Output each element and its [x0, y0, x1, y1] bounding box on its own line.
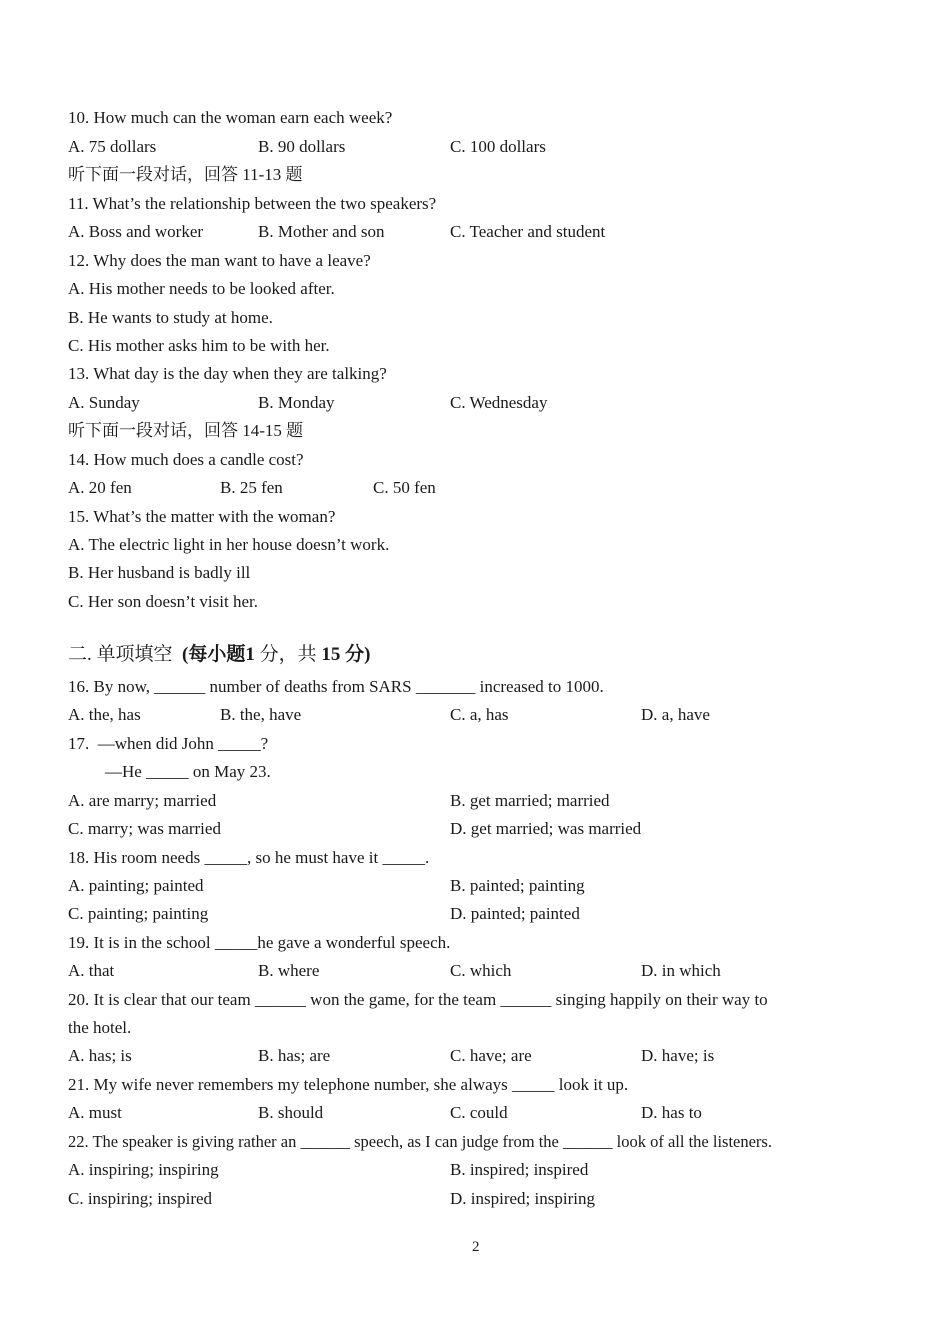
q12-option-b: B. He wants to study at home.: [68, 308, 273, 327]
q21-option-c: C. could: [450, 1103, 508, 1122]
q14-option-c: C. 50 fen: [373, 478, 436, 497]
q17-option-c: C. marry; was married: [68, 819, 221, 838]
q22-stem: 22. The speaker is giving rather an ______ speech, as I can judge from the ______ look of all the listeners.: [68, 1132, 772, 1151]
q17-option-a: A. are marry; married: [68, 791, 217, 810]
q13-option-b: B. Monday: [258, 393, 335, 412]
q10-option-b: B. 90 dollars: [258, 137, 346, 156]
section-2-points-each: 1: [245, 644, 255, 665]
instruction-14-15: 听下面一段对话，回答 14-15 题: [68, 421, 304, 440]
q18-option-a: A. painting; painted: [68, 876, 204, 895]
section-2-heading: [68, 644, 370, 666]
q10-option-a: A. 75 dollars: [68, 137, 157, 156]
q19-option-c: C. which: [450, 961, 512, 980]
q22-option-d: D. inspired; inspiring: [450, 1189, 595, 1208]
q21-stem: 21. My wife never remembers my telephone number, she always _____ look it up.: [68, 1075, 629, 1094]
page-number: 2: [472, 1239, 480, 1255]
section-2-points-total: 15: [321, 644, 341, 665]
q11-option-c: C. Teacher and student: [450, 222, 606, 241]
q18-stem: 18. His room needs _____, so he must have it _____.: [68, 848, 430, 867]
q19-option-b: B. where: [258, 961, 320, 980]
q19-option-a: A. that: [68, 961, 115, 980]
instruction-11-13: 听下面一段对话，回答 11-13 题: [68, 165, 303, 184]
q15-stem: 15. What’s the matter with the woman?: [68, 507, 336, 526]
q12-option-a: A. His mother needs to be looked after.: [68, 279, 335, 298]
q21-option-b: B. should: [258, 1103, 324, 1122]
section-2-points-open: (每小题: [182, 644, 246, 665]
q17-stem: 17. —when did John _____?: [68, 734, 269, 753]
q18-option-c: C. painting; painting: [68, 904, 209, 923]
q16-option-d: D. a, have: [641, 705, 710, 724]
q20-option-d: D. have; is: [641, 1046, 715, 1065]
q14-option-a: A. 20 fen: [68, 478, 132, 497]
q19-stem: 19. It is in the school _____he gave a wonderful speech.: [68, 933, 451, 952]
q17-option-d: D. get married; was married: [450, 819, 642, 838]
q14-option-b: B. 25 fen: [220, 478, 283, 497]
q21-option-d: D. has to: [641, 1103, 702, 1122]
q18-option-b: B. painted; painting: [450, 876, 585, 895]
q18-option-d: D. painted; painted: [450, 904, 580, 923]
q17-stem-line2: —He _____ on May 23.: [105, 762, 271, 781]
q11-stem: 11. What’s the relationship between the two speakers?: [68, 194, 437, 213]
q15-option-a: A. The electric light in her house doesn’t work.: [68, 535, 390, 554]
q12-stem: 12. Why does the man want to have a leave?: [68, 251, 371, 270]
q20-option-b: B. has; are: [258, 1046, 331, 1065]
q16-option-a: A. the, has: [68, 705, 141, 724]
q21-option-a: A. must: [68, 1103, 122, 1122]
q17-option-b: B. get married; married: [450, 791, 610, 810]
q22-option-b: B. inspired; inspired: [450, 1160, 589, 1179]
q20-stem: 20. It is clear that our team ______ won the game, for the team ______ singing happily on their way to: [68, 990, 768, 1009]
q15-option-b: B. Her husband is badly ill: [68, 563, 251, 582]
section-2-points-mid: 分，共: [259, 644, 317, 665]
section-2-title: 二. 单项填空: [68, 644, 173, 665]
q20-option-a: A. has; is: [68, 1046, 132, 1065]
q10-option-c: C. 100 dollars: [450, 137, 546, 156]
q13-option-c: C. Wednesday: [450, 393, 548, 412]
q22-option-a: A. inspiring; inspiring: [68, 1160, 219, 1179]
q20-stem-line2: the hotel.: [68, 1018, 132, 1037]
q19-option-d: D. in which: [641, 961, 721, 980]
q11-option-b: B. Mother and son: [258, 222, 385, 241]
q14-stem: 14. How much does a candle cost?: [68, 450, 304, 469]
q10-stem: 10. How much can the woman earn each week?: [68, 108, 393, 127]
q16-option-c: C. a, has: [450, 705, 509, 724]
q13-option-a: A. Sunday: [68, 393, 140, 412]
q15-option-c: C. Her son doesn’t visit her.: [68, 592, 258, 611]
q22-option-c: C. inspiring; inspired: [68, 1189, 213, 1208]
q12-option-c: C. His mother asks him to be with her.: [68, 336, 330, 355]
q20-option-c: C. have; are: [450, 1046, 532, 1065]
q13-stem: 13. What day is the day when they are talking?: [68, 364, 387, 383]
q16-option-b: B. the, have: [220, 705, 302, 724]
section-2-points-close: 分): [345, 644, 371, 665]
q16-stem: 16. By now, ______ number of deaths from SARS _______ increased to 1000.: [68, 677, 604, 696]
q11-option-a: A. Boss and worker: [68, 222, 204, 241]
